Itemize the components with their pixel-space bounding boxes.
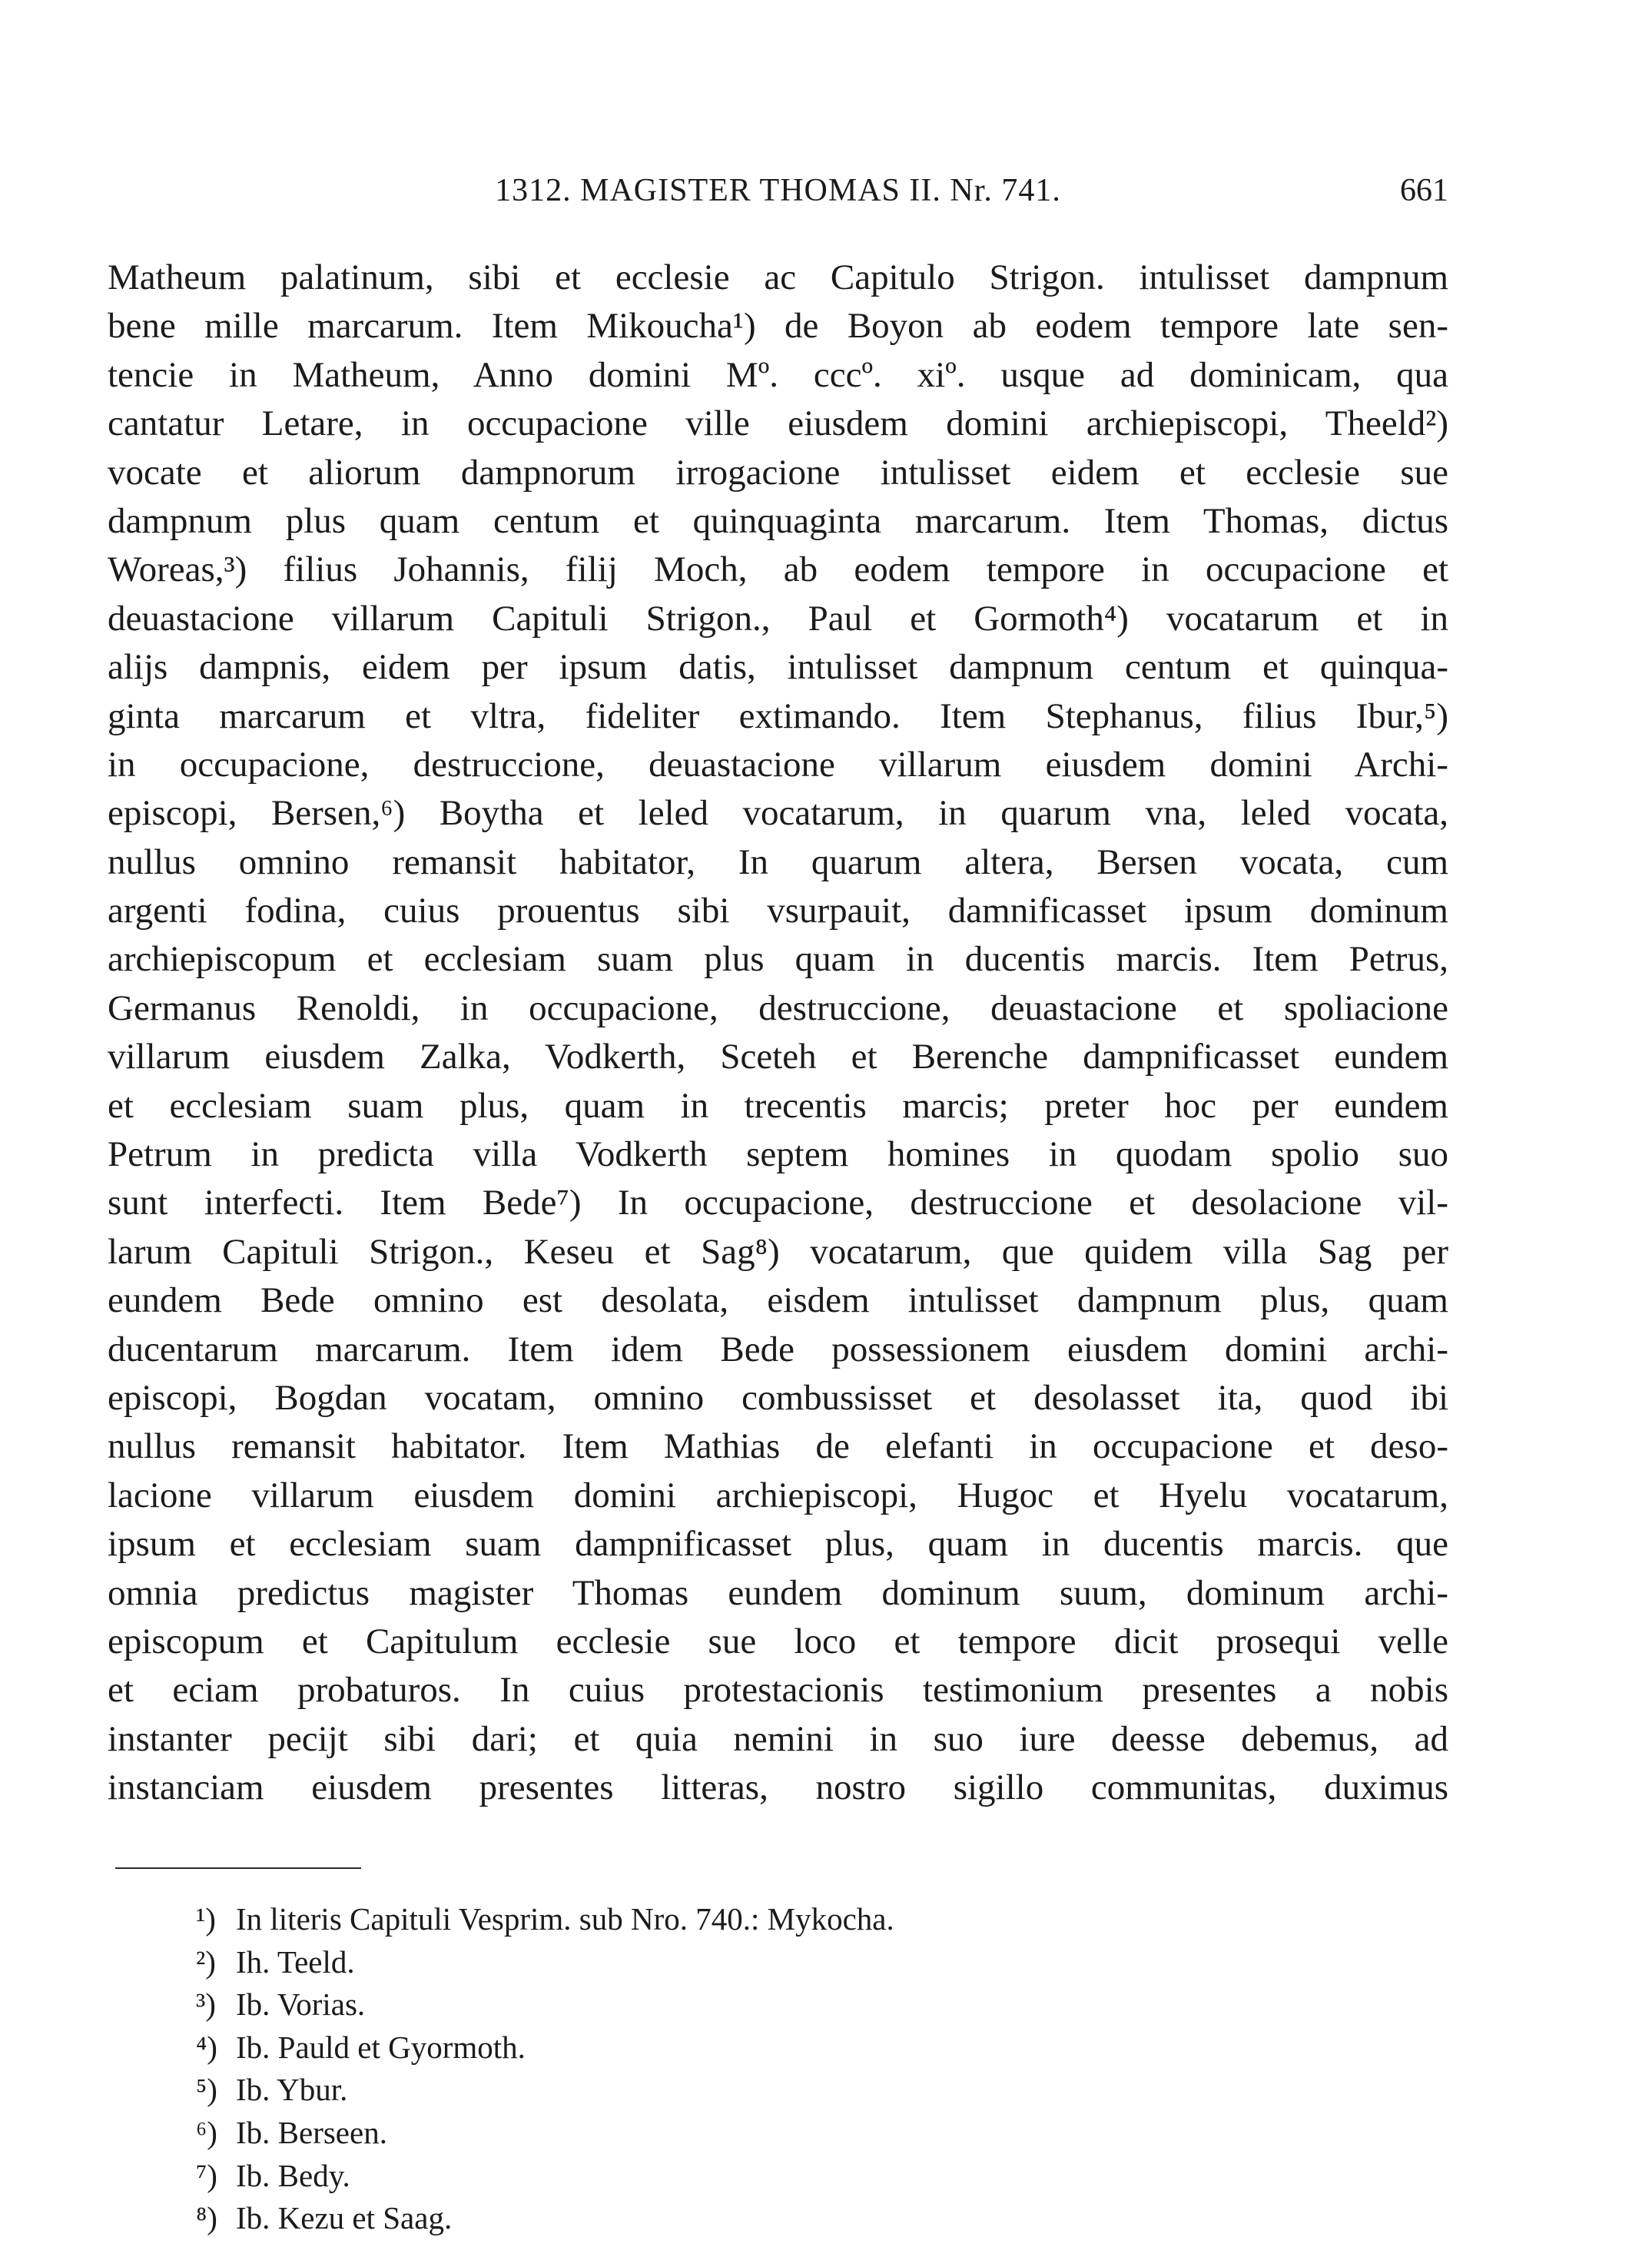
footnote [196, 1898, 1195, 1941]
footnote-divider [115, 1867, 361, 1869]
body-line: argenti fodina, cuius prouentus sibi vsurpauit, damnificasset ipsum dominum [108, 891, 1448, 931]
body-text [108, 254, 1448, 1813]
footnote-mark: ¹) [196, 1901, 216, 1937]
footnote [196, 1941, 1195, 1984]
body-line: tencie in Matheum, Anno domini Mº. cccº. xiº. usque ad dominicam, qua [108, 354, 1448, 395]
body-line: ginta marcarum et vltra, fideliter extimando. Item Stephanus, filius Ibur,⁵) [108, 695, 1448, 736]
page-number: 661 [1400, 173, 1448, 208]
body-line: ducentarum marcarum. Item idem Bede possessionem eiusdem domini archi- [108, 1329, 1448, 1369]
body-line: episcopi, Bogdan vocatam, omnino combussisset et desolasset ita, quod ibi [108, 1377, 1448, 1418]
body-line: episcopi, Bersen,⁶) Boytha et leled vocatarum, in quarum vna, leled vocata, [108, 793, 1448, 834]
footnote [196, 2197, 1195, 2240]
body-line: instanter pecijt sibi dari; et quia nemini in suo iure deesse debemus, ad [108, 1718, 1448, 1759]
body-line: et eciam probaturos. In cuius protestacionis testimonium presentes a nobis [108, 1670, 1448, 1711]
footnote [196, 2155, 1195, 2198]
body-line: et ecclesiam suam plus, quam in trecentis marcis; preter hoc per eundem [108, 1085, 1448, 1126]
footnote-text: In literis Capituli Vesprim. sub Nro. 740.: Mykocha. [236, 1901, 894, 1937]
footnote [196, 2026, 1195, 2070]
footnote-mark: ⁵) [196, 2072, 217, 2108]
footnote-mark: ⁴) [196, 2029, 217, 2065]
footnote [196, 2069, 1195, 2112]
body-line: nullus omnino remansit habitator, In quarum altera, Bersen vocata, cum [108, 841, 1448, 882]
footnote-text: Ih. Teeld. [236, 1943, 355, 1980]
running-header [108, 168, 1448, 214]
footnote-text: Ib. Bedy. [236, 2157, 350, 2193]
footnote-text: Ib. Ybur. [236, 2072, 348, 2108]
body-line: Matheum palatinum, sibi et ecclesie ac Capitulo Strigon. intulisset dampnum [108, 257, 1448, 297]
footnote-mark: ⁸) [196, 2200, 217, 2236]
footnote-text: Ib. Vorias. [236, 1987, 366, 2023]
body-line: episcopum et Capitulum ecclesie sue loco et tempore dicit prosequi velle [108, 1621, 1448, 1661]
running-title: 1312. MAGISTER THOMAS II. Nr. 741. [495, 173, 1061, 208]
body-line: instanciam eiusdem presentes litteras, nostro sigillo communitas, duximus [108, 1767, 1448, 1808]
footnote-mark: ⁷) [196, 2157, 217, 2193]
body-line: alijs dampnis, eidem per ipsum datis, intulisset dampnum centum et quinqua- [108, 647, 1448, 688]
footnote-mark: ⁶) [196, 2114, 217, 2150]
body-line: villarum eiusdem Zalka, Vodkerth, Sceteh et Berenche dampnificasset eundem [108, 1037, 1448, 1077]
footnote-mark: ³) [196, 1987, 216, 2023]
body-line: sunt interfecti. Item Bede⁷) In occupacione, destruccione et desolacione vil- [108, 1183, 1448, 1223]
body-line: eundem Bede omnino est desolata, eisdem intulisset dampnum plus, quam [108, 1280, 1448, 1321]
footnotes [196, 1898, 1195, 2240]
body-line: nullus remansit habitator. Item Mathias de elefanti in occupacione et deso- [108, 1426, 1448, 1467]
body-line: bene mille marcarum. Item Mikoucha¹) de Boyon ab eodem tempore late sen- [108, 306, 1448, 347]
body-line: Petrum in predicta villa Vodkerth septem homines in quodam spolio suo [108, 1134, 1448, 1175]
body-line: deuastacione villarum Capituli Strigon., Paul et Gormoth⁴) vocatarum et in [108, 598, 1448, 639]
footnote-text: Ib. Kezu et Saag. [236, 2200, 453, 2236]
footnote-mark: ²) [196, 1943, 216, 1980]
body-line: cantatur Letare, in occupacione ville eiusdem domini archiepiscopi, Theeld²) [108, 403, 1448, 444]
body-line: Woreas,³) filius Johannis, filij Moch, ab eodem tempore in occupacione et [108, 549, 1448, 590]
body-line: omnia predictus magister Thomas eundem dominum suum, dominum archi- [108, 1572, 1448, 1613]
body-line: in occupacione, destruccione, deuastacione villarum eiusdem domini Archi- [108, 744, 1448, 785]
footnote-text: Ib. Pauld et Gyormoth. [236, 2029, 526, 2065]
body-line: Germanus Renoldi, in occupacione, destruccione, deuastacione et spoliacione [108, 987, 1448, 1028]
body-line: ipsum et ecclesiam suam dampnificasset plus, quam in ducentis marcis. que [108, 1524, 1448, 1565]
body-line: larum Capituli Strigon., Keseu et Sag⁸) vocatarum, que quidem villa Sag per [108, 1231, 1448, 1272]
body-line: vocate et aliorum dampnorum irrogacione intulisset eidem et ecclesie sue [108, 452, 1448, 493]
footnote-text: Ib. Berseen. [236, 2114, 387, 2150]
body-line: dampnum plus quam centum et quinquaginta marcarum. Item Thomas, dictus [108, 500, 1448, 541]
body-line: lacione villarum eiusdem domini archiepiscopi, Hugoc et Hyelu vocatarum, [108, 1475, 1448, 1515]
footnote [196, 2112, 1195, 2155]
footnote [196, 1983, 1195, 2026]
body-line: archiepiscopum et ecclesiam suam plus quam in ducentis marcis. Item Petrus, [108, 939, 1448, 980]
